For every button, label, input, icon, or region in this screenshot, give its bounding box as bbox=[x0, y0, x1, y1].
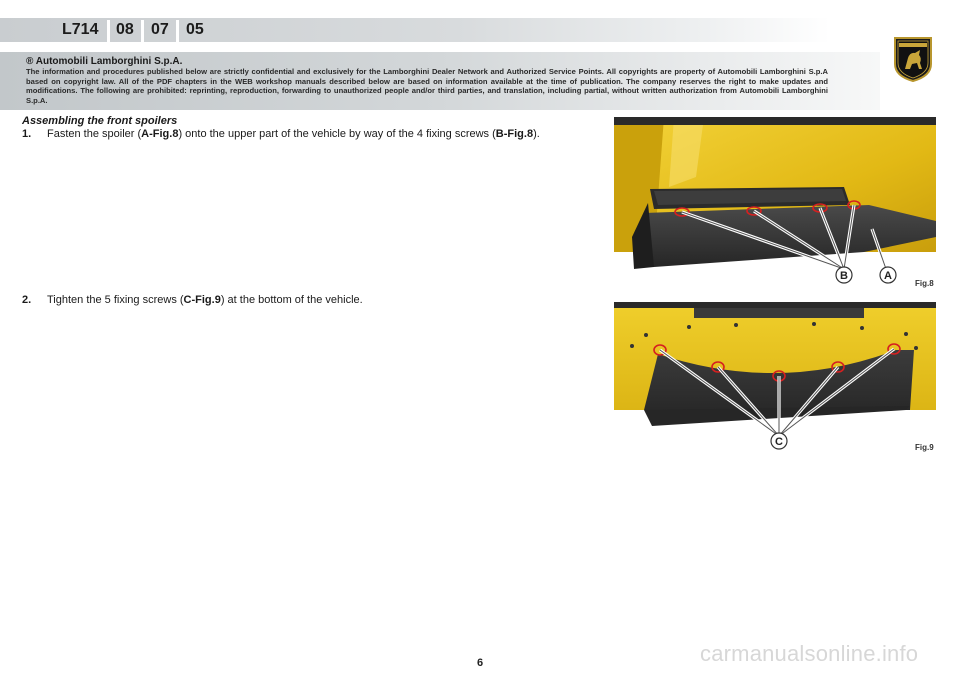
step-text-part: ) at the bottom of the vehicle. bbox=[220, 294, 363, 306]
figure-reference: B-Fig.8 bbox=[495, 128, 534, 140]
notice-body: The information and procedures published below are strictly confidential and exclusively for the Lamborghini Dealer Network and Authorized Service Points. All copyrights are property of Automobili Lamborghini S.p.A based on copyright law. All of the PDF chapters in the WEB workshop manuals described below are based on information available at the time of publication. The company reserves the right to make updates and modifications. The following are prohibited: reprinting, reproduction, forwarding to unauthorized people and/or third parties, and translation, including partial, without written authorization from Automobili Lamborghini S.p.A. bbox=[26, 67, 828, 105]
code-separator bbox=[176, 20, 179, 42]
watermark: carmanualsonline.info bbox=[700, 641, 919, 666]
callout-b: B bbox=[840, 270, 848, 282]
model-code: L714 bbox=[62, 21, 99, 38]
figure-reference: A-Fig.8 bbox=[141, 128, 179, 140]
subgroup-code: 07 bbox=[151, 21, 169, 38]
section-title: Assembling the front spoilers bbox=[22, 115, 178, 127]
figure-9-label: Fig.9 bbox=[915, 443, 934, 452]
step-text-part: ). bbox=[533, 128, 540, 140]
callout-a: A bbox=[884, 270, 892, 282]
notice-title: ® Automobili Lamborghini S.p.A. bbox=[26, 56, 183, 67]
step-text-part: Fasten the spoiler ( bbox=[47, 128, 142, 140]
code-separator bbox=[107, 20, 110, 42]
section-code: 05 bbox=[186, 21, 204, 38]
step-text-part: Tighten the 5 fixing screws ( bbox=[47, 294, 184, 306]
page-number: 6 bbox=[476, 657, 484, 669]
figure-9-underbody-photo bbox=[614, 302, 936, 450]
figure-8-label: Fig.8 bbox=[915, 279, 934, 288]
lamborghini-logo bbox=[893, 36, 933, 82]
figure-8-front-spoiler-photo bbox=[614, 117, 936, 285]
group-code: 08 bbox=[116, 21, 134, 38]
step-text bbox=[47, 294, 627, 306]
figure-reference: C-Fig.9 bbox=[183, 294, 221, 306]
callout-c: C bbox=[775, 436, 783, 448]
step-text bbox=[47, 128, 627, 140]
code-separator bbox=[141, 20, 144, 42]
step-number: 1. bbox=[22, 128, 32, 140]
step-number: 2. bbox=[22, 294, 32, 306]
step-text-part: ) onto the upper part of the vehicle by way of the 4 fixing screws ( bbox=[178, 128, 496, 140]
